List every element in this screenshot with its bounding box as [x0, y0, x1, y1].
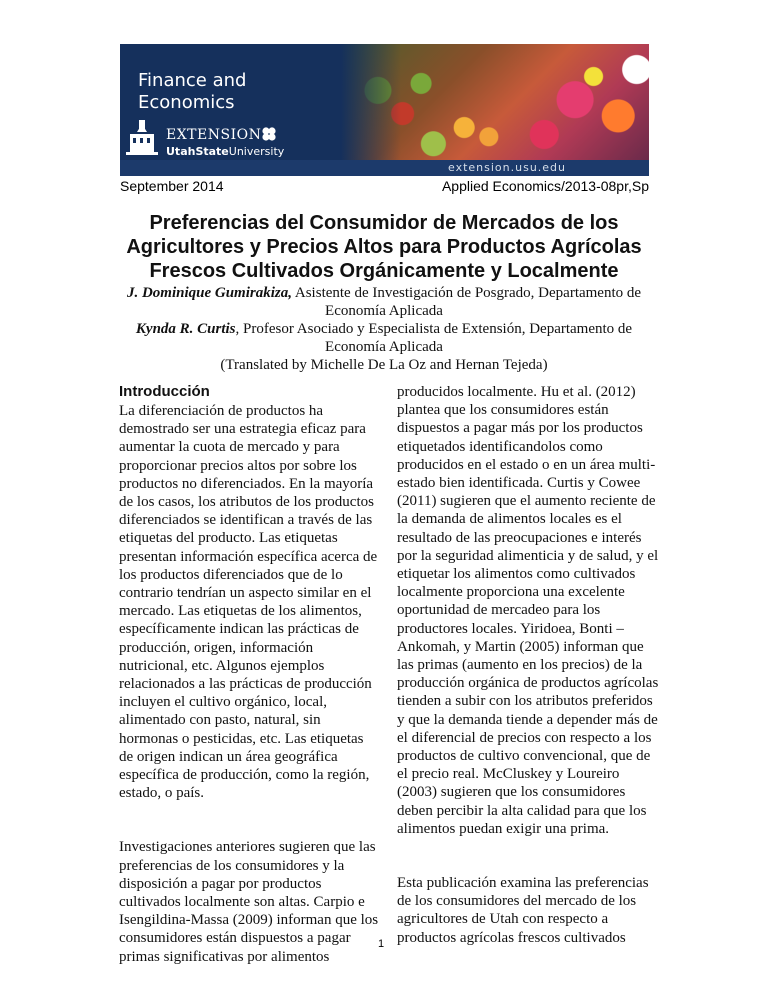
- translators: (Translated by Michelle De La Oz and Hernan Tejeda): [220, 357, 548, 373]
- section-heading-intro: Introducción: [119, 383, 210, 400]
- right-column: [397, 383, 659, 947]
- document-title: [110, 211, 658, 283]
- banner-url: extension.usu.edu: [448, 161, 567, 174]
- 4h-clover-icon: [261, 126, 277, 142]
- extension-wordmark: EXTENSION: [166, 127, 262, 143]
- old-main-building-icon: [124, 118, 160, 158]
- title-line2: Agricultores y Precios Altos para Productos Agrícolas: [126, 236, 642, 258]
- intro-paragraph-1: La diferenciación de productos ha demostrado ser una estrategia eficaz para aumentar la cuota de mercado y para proporcionar precios altos por sobre los productos no diferenciados. En la mayoría de los casos, los atributos de los productos diferenciados se identifican a través de las etiquetas del producto. Las etiquetas presentan información específica acerca de los productos diferenciados que de lo contrario tendrían un aspecto similar en el mercado. Las etiquetas de los alimentos, específicamente indican las prácticas de producción, origen, información nutricional, etc. Algunos ejemplos relacionados a las prácticas de producción incluyen el cultivo orgánico, local, alimentado con pasto, natural, sin hormonas o pesticidas, etc. Las etiquetas de origen indican un área geográfica específica de producción, como la región, estado, o país.: [119, 403, 378, 802]
- right-paragraph-1: producidos localmente. Hu et al. (2012) plantea que los consumidores están dispuestos a pagar más por los productos etiquetados identificandolos como producidos en el estado o en un área multi-estado bien identificada. Curtis y Cowee (2011) sugieren que el aumento reciente de la demanda de alimentos locales es el resultado de las preocupaciones e interés por la seguridad alimenticia y de salud, y el etiquetar los alimentos como cultivados localmente proporciona una excelente oportunidad de mercadeo para los productores locales. Yiridoea, Bonti – Ankomah, y Martin (2005) informan que las primas (aumento en los precios) de la producción orgánica de productos agrícolas tienden a subir con los atributos preferidos y que la demanda tiende a depender más de el diferencial de precios con respecto a los productos de cultivo convencional, que de el precio real. McCluskey y Loureiro (2003) sugieren que los consumidores deben percibir la alta calidad para que los alimentos puedan exigir una prima.: [397, 384, 659, 837]
- left-column: [119, 383, 381, 966]
- author-1: J. Dominique Gumirakiza, Asistente de Investigación de Posgrado, Departamento de Economía Aplicada: [126, 285, 642, 319]
- author-2: Kynda R. Curtis, Profesor Asociado y Especialista de Extensión, Departamento de Economía Aplicada: [135, 321, 633, 355]
- title-line3: Frescos Cultivados Orgánicamente y Localmente: [149, 260, 619, 282]
- page-number: 1: [378, 938, 385, 950]
- intro-paragraph-2: Investigaciones anteriores sugieren que las preferencias de los consumidores y la disposición a pagar por productos cultivados localmente son altas. Carpio e Isengildina-Massa (2009) informan que los consumidores están dispuestos a pagar primas significativas por alimentos: [119, 839, 379, 965]
- university-wordmark: UtahStateUniversity: [166, 145, 285, 158]
- banner-title-line1: Finance and: [138, 70, 247, 91]
- header-banner: [120, 44, 649, 176]
- banner-title-line2: Economics: [138, 92, 235, 113]
- title-line1: Preferencias del Consumidor de Mercados de los: [149, 212, 619, 234]
- author-block: [110, 284, 658, 374]
- right-paragraph-2: Esta publicación examina las preferencias de los consumidores del mercado de los agricultores de Utah con respecto a productos agrícolas frescos cultivados: [397, 875, 649, 946]
- publication-date: September 2014: [120, 178, 224, 194]
- banner-title: [138, 70, 246, 114]
- banner-strip: [120, 160, 649, 176]
- publication-number: Applied Economics/2013-08pr,Sp: [441, 178, 649, 194]
